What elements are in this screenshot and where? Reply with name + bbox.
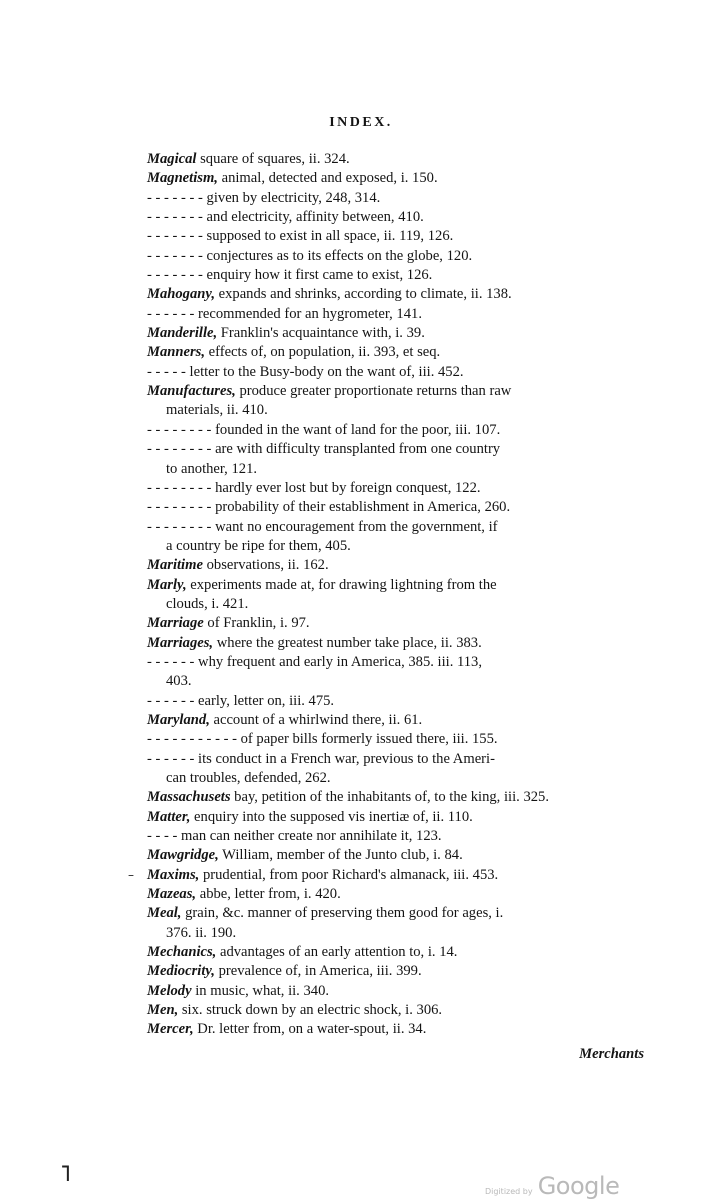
entry-keyword: Marriages, — [147, 634, 214, 651]
index-entry — [147, 382, 643, 421]
entry-text: - - - - - - - - want no encouragement from the government, if — [147, 518, 498, 535]
index-entry — [147, 634, 643, 653]
entry-keyword: Maritime — [147, 557, 203, 574]
index-entry — [147, 730, 643, 749]
index-entry — [147, 866, 643, 885]
entry-text: prudential, from poor Richard's almanack, iii. 453. — [199, 866, 499, 883]
entry-keyword: Manufactures, — [147, 383, 236, 400]
index-entry — [147, 962, 643, 981]
entry-keyword: Mawgridge, — [147, 847, 219, 864]
entry-text: of Franklin, i. 97. — [203, 615, 310, 632]
entry-text: in music, what, ii. 340. — [191, 982, 330, 999]
entry-keyword: Men, — [147, 1002, 179, 1019]
entry-text: - - - - man can neither create nor annihilate it, 123. — [147, 828, 442, 845]
index-entry — [147, 363, 643, 382]
digitized-watermark — [485, 1172, 619, 1200]
entry-text: Franklin's acquaintance with, i. 39. — [217, 325, 425, 342]
entry-keyword: Melody — [147, 982, 192, 999]
entry-keyword: Maryland, — [147, 711, 210, 728]
entry-keyword: Maxims, — [147, 866, 200, 883]
entry-text: - - - - - - - conjectures as to its effects on the globe, 120. — [147, 247, 473, 264]
entry-keyword: Magical — [147, 151, 197, 167]
index-entry — [147, 498, 643, 517]
index-entry — [147, 576, 643, 615]
index-entry — [147, 653, 643, 692]
entry-keyword: Marly, — [147, 576, 187, 593]
entry-text: William, member of the Junto club, i. 84. — [218, 847, 463, 864]
index-entry — [147, 750, 643, 789]
watermark-prefix: Digitized by — [485, 1187, 533, 1196]
index-entry — [147, 227, 643, 246]
index-entry — [147, 324, 643, 343]
entry-keyword: Matter, — [147, 808, 191, 825]
entry-text: - - - - - - - supposed to exist in all space, ii. 119, 126. — [147, 228, 454, 245]
entry-keyword: Meal, — [147, 905, 182, 922]
index-entry — [147, 788, 643, 807]
entry-continuation: a country be ripe for them, 405. — [166, 537, 351, 554]
corner-mark: ˥ — [60, 1162, 71, 1187]
entry-text: animal, detected and exposed, i. 150. — [217, 170, 438, 187]
index-entry — [147, 343, 643, 362]
entry-text: expands and shrinks, according to climate, ii. 138. — [214, 286, 512, 303]
entry-continuation: materials, ii. 410. — [166, 402, 268, 419]
entry-keyword: Mediocrity, — [147, 963, 215, 980]
entry-text: bay, petition of the inhabitants of, to the king, iii. 325. — [230, 789, 549, 806]
index-entry — [147, 479, 643, 498]
entry-continuation: 376. ii. 190. — [166, 924, 237, 941]
entry-text: where the greatest number take place, ii. 383. — [213, 634, 482, 651]
index-entry — [147, 189, 643, 208]
index-entry — [147, 808, 643, 827]
index-entry — [147, 150, 643, 169]
index-entry — [147, 440, 643, 479]
index-entry — [147, 305, 643, 324]
entry-text: - - - - - - why frequent and early in America, 385. iii. 113, — [147, 653, 483, 670]
google-logo: Google — [537, 1172, 620, 1200]
entry-text: account of a whirlwind there, ii. 61. — [209, 711, 423, 728]
entry-text: - - - - - - - - - - - of paper bills formerly issued there, iii. 155. — [147, 731, 498, 748]
entry-continuation: 403. — [166, 673, 192, 690]
entry-keyword: Mahogany, — [147, 286, 215, 303]
index-entry — [147, 904, 643, 943]
index-entry — [147, 169, 643, 188]
index-entry — [147, 614, 643, 633]
index-entry — [147, 885, 643, 904]
entry-text: - - - - - letter to the Busy-body on the want of, iii. 452. — [147, 363, 464, 380]
index-entry — [147, 943, 643, 962]
index-entries — [147, 150, 643, 1040]
catchword: Merchants — [579, 1046, 644, 1062]
entry-text: abbe, letter from, i. 420. — [196, 886, 341, 903]
index-entry — [147, 982, 643, 1001]
index-entry — [147, 692, 643, 711]
index-entry — [147, 208, 643, 227]
entry-keyword: Massachusets — [147, 789, 231, 806]
entry-text: prevalence of, in America, iii. 399. — [214, 963, 422, 980]
entry-keyword: Manners, — [147, 344, 205, 361]
entry-keyword: Magnetism, — [147, 170, 218, 187]
entry-keyword: Mechanics, — [147, 944, 217, 961]
entry-text: enquiry into the supposed vis inertiæ of, ii. 110. — [190, 808, 473, 825]
entry-text: - - - - - - early, letter on, iii. 475. — [147, 692, 335, 709]
index-entry — [147, 285, 643, 304]
entry-continuation: clouds, i. 421. — [166, 595, 249, 612]
entry-text: - - - - - - - - are with difficulty transplanted from one country — [147, 441, 501, 458]
index-entry — [147, 518, 643, 557]
entry-text: six. struck down by an electric shock, i. 306. — [178, 1002, 443, 1019]
entry-text: - - - - - - - enquiry how it first came to exist, 126. — [147, 267, 433, 284]
entry-text: - - - - - - - - hardly ever lost but by foreign conquest, 122. — [147, 479, 481, 496]
entry-text: - - - - - - - - probability of their establishment in America, 260. — [147, 499, 511, 516]
entry-text: - - - - - - - - founded in the want of land for the poor, iii. 107. — [147, 421, 501, 438]
entry-keyword: Mercer, — [147, 1021, 194, 1038]
entry-keyword: Mazeas, — [147, 886, 197, 903]
entry-text: - - - - - - recommended for an hygrometer, 141. — [147, 305, 422, 322]
index-entry — [147, 421, 643, 440]
index-entry — [147, 556, 643, 575]
entry-text: - - - - - - its conduct in a French war, previous to the Ameri- — [147, 750, 495, 767]
entry-text: observations, ii. 162. — [202, 557, 329, 574]
page-title: INDEX. — [329, 115, 393, 130]
index-entry — [147, 1020, 643, 1039]
entry-text: Dr. letter from, on a water-spout, ii. 34. — [193, 1021, 427, 1038]
margin-mark: – — [128, 868, 134, 882]
entry-text: grain, &c. manner of preserving them good for ages, i. — [181, 905, 504, 922]
entry-keyword: Manderille, — [147, 325, 218, 342]
entry-text: effects of, on population, ii. 393, et seq. — [205, 344, 441, 361]
entry-text: experiments made at, for drawing lightning from the — [186, 576, 497, 593]
index-entry — [147, 1001, 643, 1020]
entry-text: produce greater proportionate returns than raw — [235, 383, 512, 400]
entry-text: - - - - - - - given by electricity, 248, 314. — [147, 189, 381, 206]
index-entry — [147, 266, 643, 285]
index-entry — [147, 846, 643, 865]
index-entry — [147, 711, 643, 730]
index-entry — [147, 247, 643, 266]
entry-text: - - - - - - - and electricity, affinity between, 410. — [147, 209, 424, 226]
entry-text: advantages of an early attention to, i. 14. — [216, 944, 458, 961]
index-entry — [147, 827, 643, 846]
entry-keyword: Marriage — [147, 615, 204, 632]
entry-continuation: to another, 121. — [166, 460, 258, 477]
entry-continuation: can troubles, defended, 262. — [166, 770, 331, 786]
entry-text: square of squares, ii. 324. — [196, 151, 350, 167]
